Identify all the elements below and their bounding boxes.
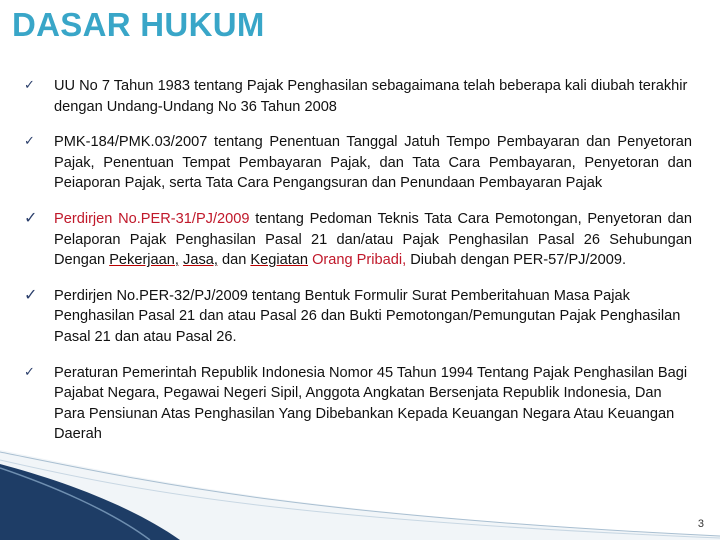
underlined-term: Jasa,: [183, 252, 218, 269]
list-item-text: Perdirjen No.PER-32/PJ/2009 tentang Bentuk Formulir Surat Pemberitahuan Masa Pajak Penghasilan Pasal 21 dan atau Pasal 26 dan Bukti Pemotongan/Pemungutan Pajak Penghasilan Pasal 21 dan atau Pasal 26.: [54, 287, 681, 345]
list-item: [22, 76, 692, 117]
list-item: [22, 363, 692, 445]
list-item: [22, 132, 692, 194]
list-item-text: Peraturan Pemerintah Republik Indonesia Nomor 45 Tahun 1994 Tentang Pajak Penghasilan Bagi Pajabat Negara, Pegawai Negeri Sipil, Anggota Angkatan Bersenjata Republik Indonesia, Dan Para Pensiunan Atas Penghasilan Yang Dibebankan Kepada Keuangan Negara Atau Keuangan Daerah: [54, 364, 688, 443]
highlighted-text: Orang Pribadi,: [308, 252, 411, 269]
connector-text: dan: [217, 252, 251, 269]
slide-title: DASAR HUKUM: [12, 6, 265, 43]
decorative-wave: [0, 440, 720, 540]
check-mark-icon: ✓: [24, 207, 38, 227]
list-item-text: tentang Pedoman Teknis Tata Cara Pemotongan, Penyetoran dan Pelaporan Pajak Penghasilan Pasal 21 dan/atau Pajak Penghasilan Pasal 26 Sehubungan Dengan: [54, 210, 693, 269]
amendment-text: Diubah dengan PER-57/PJ/2009.: [410, 252, 627, 269]
page-number: 3: [697, 518, 704, 530]
list-item: [22, 209, 692, 271]
check-mark-icon: ✓: [24, 284, 38, 304]
check-mark-icon: ✓: [24, 364, 35, 380]
list-item-text: PMK-184/PMK.03/2007 tentang Penentuan Tanggal Jatuh Tempo Pembayaran dan Penyetoran Pajak, Penentuan Tempat Pembayaran Pajak, dan Tata Cara Pembayaran, Penyetoran dan Peiaporan Pajak, serta Tata Cara Pengangsuran dan Penundaan Pembayaran Pajak: [54, 134, 692, 192]
check-mark-icon: ✓: [24, 78, 35, 93]
underlined-term: Pekerjaan,: [109, 252, 179, 269]
regulation-number: Perdirjen No.PER-31/PJ/2009: [54, 210, 250, 227]
list-item-text: UU No 7 Tahun 1983 tentang Pajak Penghasilan sebagaimana telah beberapa kali diubah terakhir dengan Undang-Undang No 36 Tahun 2008: [54, 78, 688, 115]
legal-basis-list: [22, 76, 692, 460]
check-mark-icon: ✓: [24, 134, 35, 150]
list-item: [22, 286, 692, 348]
underlined-term: Kegiatan: [250, 252, 309, 269]
